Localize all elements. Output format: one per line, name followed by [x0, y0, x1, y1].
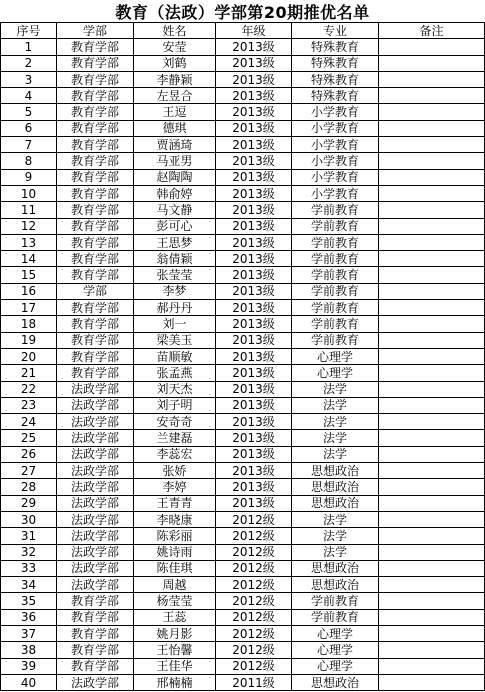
cell-dept[interactable]: 法政学部 — [57, 495, 134, 511]
cell-no[interactable]: 12 — [1, 218, 57, 234]
cell-dept[interactable]: 法政学部 — [57, 577, 134, 593]
cell-no[interactable]: 21 — [1, 365, 57, 381]
cell-name[interactable]: 苗顺敏 — [134, 348, 216, 364]
cell-dept[interactable]: 教育学部 — [57, 593, 134, 609]
cell-note[interactable] — [379, 577, 485, 593]
cell-name[interactable]: 李蕊宏 — [134, 446, 216, 462]
cell-major[interactable]: 小学教育 — [292, 120, 379, 136]
cell-note[interactable] — [379, 446, 485, 462]
table-row — [1, 593, 485, 609]
cell-note[interactable] — [379, 674, 485, 690]
cell-major[interactable]: 心理学 — [292, 658, 379, 674]
cell-note[interactable] — [379, 300, 485, 316]
table-row — [1, 528, 485, 544]
cell-name[interactable]: 马亚男 — [134, 153, 216, 169]
cell-major[interactable]: 学前教育 — [292, 267, 379, 283]
cell-grade[interactable]: 2013级 — [216, 71, 292, 87]
cell-no[interactable]: 2 — [1, 55, 57, 71]
cell-grade[interactable]: 2013级 — [216, 397, 292, 413]
cell-grade[interactable]: 2013级 — [216, 234, 292, 250]
cell-dept[interactable]: 法政学部 — [57, 430, 134, 446]
cell-dept[interactable]: 教育学部 — [57, 88, 134, 104]
cell-grade[interactable]: 2011级 — [216, 674, 292, 690]
cell-name[interactable]: 德琪 — [134, 120, 216, 136]
cell-name[interactable]: 王蕊 — [134, 609, 216, 625]
cell-dept[interactable]: 法政学部 — [57, 544, 134, 560]
table-row — [1, 185, 485, 201]
cell-no[interactable]: 32 — [1, 544, 57, 560]
cell-grade[interactable]: 2012级 — [216, 560, 292, 576]
cell-note[interactable] — [379, 414, 485, 430]
cell-note[interactable] — [379, 218, 485, 234]
cell-major[interactable]: 学前教育 — [292, 283, 379, 299]
header-grade[interactable]: 年级 — [216, 23, 292, 39]
cell-no[interactable]: 1 — [1, 39, 57, 55]
cell-name[interactable]: 邢楠楠 — [134, 674, 216, 690]
cell-no[interactable]: 7 — [1, 137, 57, 153]
cell-note[interactable] — [379, 430, 485, 446]
table-row — [1, 267, 485, 283]
header-note[interactable]: 备注 — [379, 23, 485, 39]
table-row — [1, 414, 485, 430]
cell-major[interactable]: 特殊教育 — [292, 39, 379, 55]
cell-major[interactable]: 思想政治 — [292, 560, 379, 576]
cell-grade[interactable]: 2012级 — [216, 625, 292, 641]
cell-no[interactable]: 30 — [1, 511, 57, 527]
table-row — [1, 495, 485, 511]
cell-major[interactable]: 法学 — [292, 414, 379, 430]
cell-note[interactable] — [379, 169, 485, 185]
cell-grade[interactable]: 2013级 — [216, 365, 292, 381]
table-row — [1, 479, 485, 495]
table-row — [1, 658, 485, 674]
cell-major[interactable]: 学前教育 — [292, 609, 379, 625]
table-row — [1, 511, 485, 527]
cell-note[interactable] — [379, 251, 485, 267]
cell-grade[interactable]: 2013级 — [216, 332, 292, 348]
table-row — [1, 55, 485, 71]
cell-major[interactable]: 法学 — [292, 446, 379, 462]
cell-dept[interactable]: 教育学部 — [57, 55, 134, 71]
table-row — [1, 153, 485, 169]
cell-grade[interactable]: 2013级 — [216, 55, 292, 71]
cell-no[interactable]: 13 — [1, 234, 57, 250]
cell-dept[interactable]: 教育学部 — [57, 300, 134, 316]
cell-no[interactable]: 25 — [1, 430, 57, 446]
cell-major[interactable]: 法学 — [292, 430, 379, 446]
cell-major[interactable]: 心理学 — [292, 365, 379, 381]
cell-note[interactable] — [379, 479, 485, 495]
cell-grade[interactable]: 2013级 — [216, 495, 292, 511]
cell-name[interactable]: 李婷 — [134, 479, 216, 495]
cell-name[interactable]: 杨莹莹 — [134, 593, 216, 609]
cell-dept[interactable]: 法政学部 — [57, 463, 134, 479]
cell-major[interactable]: 学前教育 — [292, 251, 379, 267]
cell-dept[interactable]: 教育学部 — [57, 137, 134, 153]
cell-dept[interactable]: 学部 — [57, 283, 134, 299]
table-row — [1, 120, 485, 136]
header-name[interactable]: 姓名 — [134, 23, 216, 39]
cell-dept[interactable]: 教育学部 — [57, 251, 134, 267]
cell-grade[interactable]: 2012级 — [216, 609, 292, 625]
cell-note[interactable] — [379, 283, 485, 299]
cell-dept[interactable]: 教育学部 — [57, 185, 134, 201]
cell-note[interactable] — [379, 511, 485, 527]
cell-name[interactable]: 陈彩丽 — [134, 528, 216, 544]
cell-note[interactable] — [379, 104, 485, 120]
cell-dept[interactable]: 法政学部 — [57, 446, 134, 462]
cell-major[interactable]: 心理学 — [292, 625, 379, 641]
table-row — [1, 332, 485, 348]
cell-grade[interactable]: 2012级 — [216, 642, 292, 658]
cell-major[interactable]: 学前教育 — [292, 300, 379, 316]
cell-no[interactable]: 20 — [1, 348, 57, 364]
cell-no[interactable]: 11 — [1, 202, 57, 218]
cell-name[interactable]: 安奇奇 — [134, 414, 216, 430]
cell-name[interactable]: 刘天杰 — [134, 381, 216, 397]
cell-name[interactable]: 左昱合 — [134, 88, 216, 104]
table-row — [1, 300, 485, 316]
cell-dept[interactable]: 法政学部 — [57, 511, 134, 527]
cell-grade[interactable]: 2013级 — [216, 218, 292, 234]
table-row — [1, 202, 485, 218]
table-row — [1, 283, 485, 299]
cell-major[interactable]: 法学 — [292, 511, 379, 527]
cell-name[interactable]: 刘一 — [134, 316, 216, 332]
cell-dept[interactable]: 教育学部 — [57, 348, 134, 364]
cell-no[interactable]: 6 — [1, 120, 57, 136]
cell-name[interactable]: 张娇 — [134, 463, 216, 479]
cell-no[interactable]: 38 — [1, 642, 57, 658]
cell-major[interactable]: 思想政治 — [292, 463, 379, 479]
table-row — [1, 39, 485, 55]
cell-name[interactable]: 赵陶陶 — [134, 169, 216, 185]
cell-major[interactable]: 思想政治 — [292, 577, 379, 593]
cell-note[interactable] — [379, 381, 485, 397]
cell-name[interactable]: 姚诗雨 — [134, 544, 216, 560]
table-row — [1, 544, 485, 560]
cell-name[interactable]: 王佳华 — [134, 658, 216, 674]
table-row — [1, 397, 485, 413]
header-dept[interactable]: 学部 — [57, 23, 134, 39]
cell-dept[interactable]: 教育学部 — [57, 609, 134, 625]
cell-no[interactable]: 16 — [1, 283, 57, 299]
table-row — [1, 446, 485, 462]
cell-major[interactable]: 思想政治 — [292, 479, 379, 495]
cell-note[interactable] — [379, 202, 485, 218]
cell-grade[interactable]: 2012级 — [216, 511, 292, 527]
cell-grade[interactable]: 2013级 — [216, 479, 292, 495]
cell-note[interactable] — [379, 544, 485, 560]
cell-name[interactable]: 梁美玉 — [134, 332, 216, 348]
cell-no[interactable]: 10 — [1, 185, 57, 201]
cell-note[interactable] — [379, 316, 485, 332]
cell-major[interactable]: 小学教育 — [292, 104, 379, 120]
cell-note[interactable] — [379, 153, 485, 169]
cell-grade[interactable]: 2012级 — [216, 528, 292, 544]
cell-no[interactable]: 15 — [1, 267, 57, 283]
cell-name[interactable]: 贾涵琦 — [134, 137, 216, 153]
cell-grade[interactable]: 2013级 — [216, 283, 292, 299]
cell-major[interactable]: 思想政治 — [292, 674, 379, 690]
cell-grade[interactable]: 2013级 — [216, 39, 292, 55]
cell-no[interactable]: 34 — [1, 577, 57, 593]
cell-name[interactable]: 王思梦 — [134, 234, 216, 250]
cell-grade[interactable]: 2013级 — [216, 463, 292, 479]
cell-name[interactable]: 陈佳琪 — [134, 560, 216, 576]
table-row — [1, 560, 485, 576]
cell-major[interactable]: 学前教育 — [292, 202, 379, 218]
cell-grade[interactable]: 2013级 — [216, 185, 292, 201]
cell-grade[interactable]: 2013级 — [216, 153, 292, 169]
cell-note[interactable] — [379, 39, 485, 55]
cell-grade[interactable]: 2013级 — [216, 414, 292, 430]
table-row — [1, 316, 485, 332]
cell-name[interactable]: 韩俞婷 — [134, 185, 216, 201]
cell-note[interactable] — [379, 397, 485, 413]
roster-body — [1, 39, 485, 691]
cell-major[interactable]: 思想政治 — [292, 495, 379, 511]
table-row — [1, 674, 485, 690]
cell-grade[interactable]: 2013级 — [216, 316, 292, 332]
cell-major[interactable]: 法学 — [292, 381, 379, 397]
cell-note[interactable] — [379, 88, 485, 104]
table-row — [1, 463, 485, 479]
table-row — [1, 348, 485, 364]
roster-table — [0, 22, 485, 691]
cell-major[interactable]: 小学教育 — [292, 153, 379, 169]
cell-grade[interactable]: 2013级 — [216, 267, 292, 283]
cell-note[interactable] — [379, 528, 485, 544]
cell-dept[interactable]: 法政学部 — [57, 381, 134, 397]
cell-no[interactable]: 18 — [1, 316, 57, 332]
cell-major[interactable]: 特殊教育 — [292, 88, 379, 104]
cell-name[interactable]: 周越 — [134, 577, 216, 593]
cell-grade[interactable]: 2013级 — [216, 137, 292, 153]
header-no[interactable]: 序号 — [1, 23, 57, 39]
cell-dept[interactable]: 教育学部 — [57, 267, 134, 283]
cell-major[interactable]: 学前教育 — [292, 316, 379, 332]
cell-major[interactable]: 法学 — [292, 544, 379, 560]
cell-grade[interactable]: 2012级 — [216, 593, 292, 609]
cell-dept[interactable]: 教育学部 — [57, 71, 134, 87]
cell-dept[interactable]: 法政学部 — [57, 674, 134, 690]
cell-no[interactable]: 29 — [1, 495, 57, 511]
sheet-title: 教育（法政）学部第20期推优名单 — [115, 2, 370, 22]
cell-grade[interactable]: 2013级 — [216, 251, 292, 267]
cell-dept[interactable]: 法政学部 — [57, 397, 134, 413]
cell-dept[interactable]: 教育学部 — [57, 642, 134, 658]
cell-grade[interactable]: 2013级 — [216, 104, 292, 120]
cell-name[interactable]: 翁倩颖 — [134, 251, 216, 267]
cell-major[interactable]: 小学教育 — [292, 169, 379, 185]
cell-note[interactable] — [379, 625, 485, 641]
cell-note[interactable] — [379, 463, 485, 479]
cell-grade[interactable]: 2012级 — [216, 544, 292, 560]
cell-dept[interactable]: 教育学部 — [57, 234, 134, 250]
cell-note[interactable] — [379, 332, 485, 348]
cell-dept[interactable]: 法政学部 — [57, 528, 134, 544]
header-major[interactable]: 专业 — [292, 23, 379, 39]
cell-major[interactable]: 心理学 — [292, 642, 379, 658]
cell-dept[interactable]: 教育学部 — [57, 39, 134, 55]
table-row — [1, 234, 485, 250]
cell-no[interactable]: 19 — [1, 332, 57, 348]
cell-grade[interactable]: 2013级 — [216, 202, 292, 218]
cell-no[interactable]: 23 — [1, 397, 57, 413]
cell-grade[interactable]: 2013级 — [216, 381, 292, 397]
cell-no[interactable]: 37 — [1, 625, 57, 641]
cell-major[interactable]: 小学教育 — [292, 137, 379, 153]
cell-dept[interactable]: 教育学部 — [57, 202, 134, 218]
cell-name[interactable]: 刘鹤 — [134, 55, 216, 71]
cell-major[interactable]: 法学 — [292, 397, 379, 413]
cell-major[interactable]: 学前教育 — [292, 218, 379, 234]
cell-name[interactable]: 安莹 — [134, 39, 216, 55]
cell-name[interactable]: 彭可心 — [134, 218, 216, 234]
table-row — [1, 169, 485, 185]
cell-no[interactable]: 22 — [1, 381, 57, 397]
cell-no[interactable]: 26 — [1, 446, 57, 462]
cell-name[interactable]: 李晓康 — [134, 511, 216, 527]
table-row — [1, 642, 485, 658]
cell-name[interactable]: 王逗 — [134, 104, 216, 120]
cell-note[interactable] — [379, 658, 485, 674]
cell-grade[interactable]: 2013级 — [216, 446, 292, 462]
cell-dept[interactable]: 教育学部 — [57, 316, 134, 332]
cell-no[interactable]: 3 — [1, 71, 57, 87]
cell-dept[interactable]: 教育学部 — [57, 365, 134, 381]
header-row — [1, 23, 485, 39]
cell-note[interactable] — [379, 495, 485, 511]
cell-grade[interactable]: 2012级 — [216, 577, 292, 593]
cell-note[interactable] — [379, 234, 485, 250]
cell-note[interactable] — [379, 609, 485, 625]
cell-name[interactable]: 张莹莹 — [134, 267, 216, 283]
cell-dept[interactable]: 教育学部 — [57, 625, 134, 641]
cell-note[interactable] — [379, 267, 485, 283]
cell-dept[interactable]: 教育学部 — [57, 104, 134, 120]
table-row — [1, 430, 485, 446]
cell-note[interactable] — [379, 120, 485, 136]
table-row — [1, 609, 485, 625]
cell-name[interactable]: 郝丹丹 — [134, 300, 216, 316]
cell-dept[interactable]: 法政学部 — [57, 414, 134, 430]
cell-major[interactable]: 学前教育 — [292, 332, 379, 348]
cell-dept[interactable]: 教育学部 — [57, 120, 134, 136]
cell-note[interactable] — [379, 55, 485, 71]
cell-grade[interactable]: 2013级 — [216, 300, 292, 316]
cell-name[interactable]: 李梦 — [134, 283, 216, 299]
cell-major[interactable]: 心理学 — [292, 348, 379, 364]
table-row — [1, 137, 485, 153]
cell-name[interactable]: 王怡馨 — [134, 642, 216, 658]
cell-note[interactable] — [379, 348, 485, 364]
cell-name[interactable]: 李静颖 — [134, 71, 216, 87]
cell-major[interactable]: 特殊教育 — [292, 71, 379, 87]
cell-no[interactable]: 8 — [1, 153, 57, 169]
table-row — [1, 577, 485, 593]
cell-no[interactable]: 39 — [1, 658, 57, 674]
cell-note[interactable] — [379, 642, 485, 658]
cell-grade[interactable]: 2013级 — [216, 348, 292, 364]
cell-note[interactable] — [379, 71, 485, 87]
cell-no[interactable]: 36 — [1, 609, 57, 625]
table-row — [1, 625, 485, 641]
cell-name[interactable]: 兰建磊 — [134, 430, 216, 446]
cell-no[interactable]: 5 — [1, 104, 57, 120]
cell-dept[interactable]: 教育学部 — [57, 218, 134, 234]
cell-grade[interactable]: 2013级 — [216, 169, 292, 185]
table-row — [1, 381, 485, 397]
cell-major[interactable]: 小学教育 — [292, 185, 379, 201]
cell-name[interactable]: 姚月影 — [134, 625, 216, 641]
cell-name[interactable]: 马文静 — [134, 202, 216, 218]
cell-name[interactable]: 张孟燕 — [134, 365, 216, 381]
cell-no[interactable]: 33 — [1, 560, 57, 576]
cell-dept[interactable]: 教育学部 — [57, 153, 134, 169]
table-row — [1, 218, 485, 234]
cell-grade[interactable]: 2013级 — [216, 120, 292, 136]
cell-major[interactable]: 法学 — [292, 528, 379, 544]
cell-no[interactable]: 17 — [1, 300, 57, 316]
cell-no[interactable]: 4 — [1, 88, 57, 104]
cell-note[interactable] — [379, 593, 485, 609]
cell-grade[interactable]: 2013级 — [216, 88, 292, 104]
table-row — [1, 365, 485, 381]
table-row — [1, 104, 485, 120]
cell-dept[interactable]: 教育学部 — [57, 332, 134, 348]
table-row — [1, 71, 485, 87]
cell-name[interactable]: 王青青 — [134, 495, 216, 511]
cell-no[interactable]: 24 — [1, 414, 57, 430]
cell-no[interactable]: 9 — [1, 169, 57, 185]
cell-major[interactable]: 特殊教育 — [292, 55, 379, 71]
table-row — [1, 88, 485, 104]
cell-major[interactable]: 学前教育 — [292, 593, 379, 609]
cell-no[interactable]: 31 — [1, 528, 57, 544]
cell-major[interactable]: 学前教育 — [292, 234, 379, 250]
cell-grade[interactable]: 2012级 — [216, 658, 292, 674]
cell-note[interactable] — [379, 365, 485, 381]
cell-dept[interactable]: 法政学部 — [57, 560, 134, 576]
cell-no[interactable]: 27 — [1, 463, 57, 479]
cell-dept[interactable]: 教育学部 — [57, 169, 134, 185]
cell-dept[interactable]: 法政学部 — [57, 479, 134, 495]
cell-note[interactable] — [379, 137, 485, 153]
cell-no[interactable]: 14 — [1, 251, 57, 267]
cell-note[interactable] — [379, 185, 485, 201]
cell-no[interactable]: 40 — [1, 674, 57, 690]
cell-dept[interactable]: 教育学部 — [57, 658, 134, 674]
cell-note[interactable] — [379, 560, 485, 576]
cell-no[interactable]: 28 — [1, 479, 57, 495]
cell-no[interactable]: 35 — [1, 593, 57, 609]
cell-grade[interactable]: 2013级 — [216, 430, 292, 446]
table-row — [1, 251, 485, 267]
cell-name[interactable]: 刘子明 — [134, 397, 216, 413]
